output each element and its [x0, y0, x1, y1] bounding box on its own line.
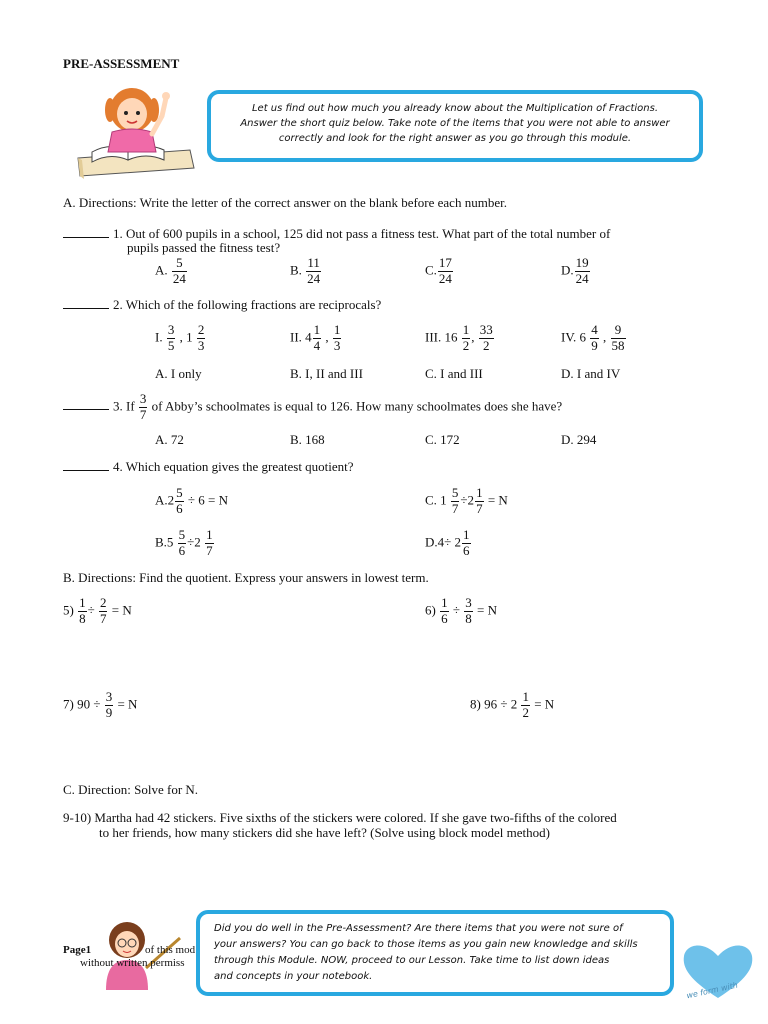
intro-line: correctly and look for the right answer as you go through this module. [278, 133, 632, 144]
option-rest: ÷ 6 = N [187, 492, 228, 508]
page-number: 1 [85, 944, 92, 956]
denominator: 7 [451, 500, 459, 516]
problem-label: 8) 96 ÷ 2 [470, 696, 518, 712]
q1-option-d [561, 256, 591, 287]
numerator: 17 [438, 255, 452, 270]
option-label: A. [155, 492, 168, 508]
outro-line: through this Module. NOW, proceed to our Lesson. Take time to list down ideas [214, 955, 610, 966]
whole-number: 1 [186, 329, 193, 345]
q2-choice-iii [425, 323, 495, 354]
numerator: 4 [591, 322, 598, 337]
numerator: 9 [611, 323, 626, 339]
denominator: 7 [139, 406, 147, 422]
q2-choice-iv [561, 323, 627, 354]
intro-box [207, 90, 703, 162]
numerator: 3 [105, 689, 113, 704]
q2-answer-c: C. I and III [425, 366, 483, 381]
numerator: 11 [307, 255, 320, 270]
problem-rest: = N [476, 602, 497, 618]
denominator: 6 [176, 500, 183, 516]
q3-answer-b: B. 168 [290, 432, 325, 447]
q2-choice-i [155, 323, 206, 354]
question-3 [63, 392, 562, 423]
footer-text-1: of this mod [145, 944, 196, 956]
separator: , [471, 329, 475, 345]
q2-answer-d: D. I and IV [561, 366, 621, 381]
answer-blank[interactable] [63, 399, 109, 410]
numerator: 2 [99, 595, 107, 610]
question-1-line2: pupils passed the fitness test? [127, 240, 281, 255]
answer-blank[interactable] [63, 298, 109, 309]
choice-label: III. [425, 329, 442, 345]
q3-answer-d: D. 294 [561, 432, 597, 447]
numerator: 1 [79, 595, 86, 610]
question-1-line1: 1. Out of 600 pupils in a school, 125 did not pass a fitness test. What part of the total number of [113, 226, 611, 241]
numerator: 33 [479, 322, 493, 337]
option-label: B.5 [155, 534, 174, 550]
denominator: 7 [476, 500, 483, 516]
numerator: 5 [172, 256, 187, 272]
denominator: 6 [178, 542, 186, 558]
denominator: 9 [591, 337, 598, 353]
q2-choice-ii [290, 323, 342, 354]
separator: , [603, 329, 607, 345]
problem-6 [425, 596, 497, 627]
option-letter: B. [290, 262, 302, 278]
operator: ÷ [452, 602, 460, 618]
numerator: 2 [197, 322, 205, 337]
denominator: 3 [197, 337, 205, 353]
q3-answer-a: A. 72 [155, 432, 184, 447]
problem-label: 6) [425, 602, 436, 618]
problem-9-10-line1: 9-10) Martha had 42 stickers. Five sixths of the stickers were colored. If she gave two-fifths of the colored [63, 810, 617, 825]
problem-rest: = N [534, 696, 555, 712]
numerator: 1 [522, 689, 529, 704]
outro-box [196, 910, 674, 996]
outro-line: Did you do well in the Pre-Assessment? Are there items that you were not sure of [214, 923, 623, 934]
question-2-text: 2. Which of the following fractions are reciprocals? [113, 297, 382, 312]
choice-label: II. [290, 329, 302, 345]
numerator: 5 [451, 485, 459, 500]
numerator: 19 [575, 255, 589, 270]
denominator: 24 [307, 270, 321, 286]
numerator: 1 [313, 322, 321, 337]
footer-text-2: without written permiss [80, 957, 185, 969]
separator: , [179, 329, 183, 345]
denominator: 24 [575, 270, 589, 286]
option-label: C. 1 [425, 492, 447, 508]
q1-option-b [290, 256, 322, 287]
denominator: 2 [483, 337, 490, 353]
denominator: 6 [463, 542, 470, 558]
denominator: 2 [522, 704, 529, 720]
q1-option-a [155, 256, 188, 287]
denominator: 9 [105, 704, 113, 720]
section-b-directions: B. Directions: Find the quotient. Express your answers in lowest term. [63, 570, 429, 585]
denominator: 8 [465, 610, 472, 626]
option-rest: = N [487, 492, 508, 508]
intro-line: Let us find out how much you already know about the Multiplication of Fractions. [251, 103, 658, 114]
denominator: 7 [206, 542, 213, 558]
q3-pre: 3. If [113, 398, 135, 414]
answer-blank[interactable] [63, 227, 109, 238]
numerator: 1 [206, 527, 213, 542]
denominator: 4 [313, 337, 321, 353]
numerator: 5 [178, 527, 186, 542]
whole-number: 4 [305, 329, 312, 345]
problem-5 [63, 596, 132, 627]
q3-post: of Abby’s schoolmates is equal to 126. How many schoolmates does she have? [151, 398, 563, 414]
denominator: 7 [99, 610, 107, 626]
denominator: 8 [79, 610, 86, 626]
outro-line: and concepts in your notebook. [214, 971, 373, 982]
option-letter: A. [155, 262, 168, 278]
choice-label: I. [155, 329, 163, 345]
outro-line: your answers? You can go back to those items as you gain new knowledge and skills [214, 939, 638, 950]
option-mid: ÷2 [460, 492, 475, 508]
numerator: 3 [167, 322, 175, 337]
q2-answer-a: A. I only [155, 366, 202, 381]
whole-number: 2 [167, 492, 175, 508]
whole-number: 16 [444, 329, 458, 345]
numerator: 1 [333, 322, 341, 337]
girl-reading-illustration [70, 80, 200, 180]
footer-page [63, 944, 91, 956]
denominator: 24 [172, 270, 186, 286]
section-a-directions: A. Directions: Write the letter of the correct answer on the blank before each number. [63, 195, 507, 210]
denominator: 6 [441, 610, 448, 626]
heart-caption: we form with [685, 980, 739, 1001]
denominator: 3 [333, 337, 341, 353]
q1-option-c [425, 256, 454, 287]
choice-label: IV. [561, 329, 577, 345]
question-4-text: 4. Which equation gives the greatest quotient? [113, 459, 354, 474]
option-letter: D. [561, 262, 574, 278]
answer-blank[interactable] [63, 460, 109, 471]
question-4 [63, 459, 354, 475]
option-label: D.4÷ 2 [425, 534, 462, 550]
q3-answer-c: C. 172 [425, 432, 460, 447]
problem-8 [470, 690, 554, 721]
numerator: 1 [441, 595, 448, 610]
operator: ÷ [87, 602, 95, 618]
q4-option-d [425, 528, 472, 559]
separator: , [325, 329, 329, 345]
problem-7 [63, 690, 137, 721]
page-title: PRE-ASSESSMENT [63, 56, 180, 71]
whole-number: 6 [579, 329, 587, 345]
q2-answer-b: B. I, II and III [290, 366, 363, 381]
numerator: 5 [176, 485, 183, 500]
numerator: 1 [463, 527, 470, 542]
section-c-direction: C. Direction: Solve for N. [63, 782, 199, 797]
option-mid: ÷2 [187, 534, 201, 550]
numerator: 3 [139, 391, 147, 406]
denominator: 24 [438, 270, 452, 286]
question-2 [63, 297, 381, 313]
q4-option-c [425, 486, 508, 517]
page-label: Page [63, 944, 86, 956]
denominator: 58 [611, 337, 625, 353]
denominator: 5 [167, 337, 175, 353]
problem-9-10-line2: to her friends, how many stickers did she have left? (Solve using block model method) [99, 825, 550, 840]
numerator: 1 [476, 485, 483, 500]
numerator: 3 [465, 595, 472, 610]
problem-label: 5) [63, 602, 74, 618]
intro-line: Answer the short quiz below. Take note of the items that you were not able to answer [240, 118, 670, 129]
numerator: 1 [462, 322, 470, 337]
problem-rest: = N [111, 602, 132, 618]
q4-option-a [155, 486, 228, 517]
option-letter: C. [425, 262, 437, 278]
problem-rest: = N [117, 696, 138, 712]
denominator: 2 [462, 337, 470, 353]
problem-label: 7) 90 ÷ [63, 696, 101, 712]
q4-option-b [155, 528, 215, 559]
